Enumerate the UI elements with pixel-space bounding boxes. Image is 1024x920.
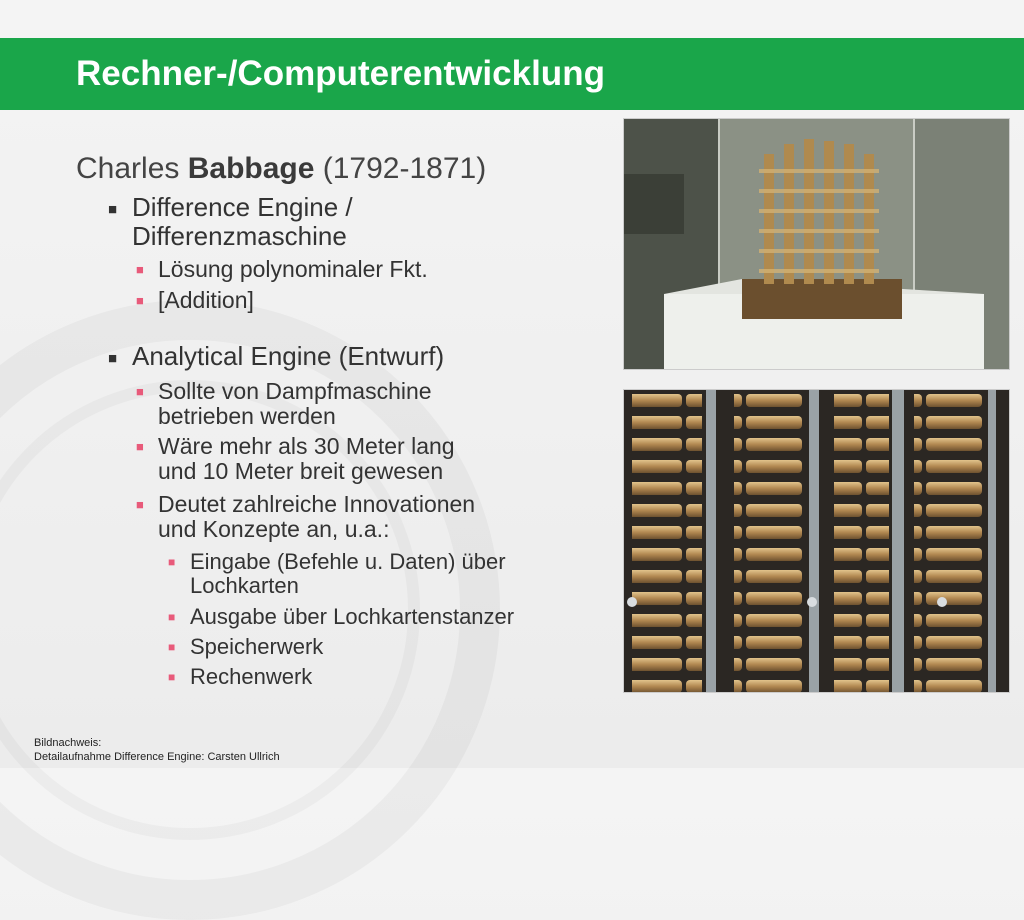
difference-engine-detail-photo	[623, 389, 1010, 693]
bullet-text: und Konzepte an, u.a.:	[158, 516, 390, 542]
difference-engine-photo	[623, 118, 1010, 370]
bullet-difference-engine	[108, 192, 353, 251]
bullet-text: Eingabe (Befehle u. Daten) über	[190, 549, 506, 574]
bullet-dampfmaschine	[136, 378, 432, 429]
square-bullet-icon: ■	[136, 439, 144, 454]
square-bullet-icon: ■	[108, 201, 118, 218]
bullet-rechenwerk	[168, 664, 313, 689]
bullet-text: Ausgabe über Lochkartenstanzer	[190, 604, 515, 629]
bullet-text: Deutet zahlreiche Innovationen	[158, 491, 476, 517]
bullet-text: und 10 Meter breit gewesen	[158, 458, 444, 484]
bullet-text: [Addition]	[158, 287, 254, 313]
square-bullet-icon: ■	[168, 555, 176, 569]
credits-label: Bildnachweis:	[34, 737, 102, 749]
bullet-ausgabe	[168, 604, 515, 629]
bullet-innovationen	[136, 491, 476, 542]
square-bullet-icon: ■	[168, 640, 176, 654]
bullet-text: Wäre mehr als 30 Meter lang	[158, 433, 455, 459]
bullet-analytical-engine	[108, 341, 445, 371]
bullet-text: Differenzmaschine	[132, 221, 347, 251]
difference-engine-illustration	[624, 119, 1009, 369]
heading-babbage	[76, 152, 486, 186]
bullet-text: Difference Engine /	[132, 192, 353, 222]
heading-name-bold: Babbage	[187, 152, 315, 185]
bullet-eingabe	[168, 549, 506, 598]
square-bullet-icon: ■	[136, 497, 144, 512]
bullet-text: Analytical Engine (Entwurf)	[132, 341, 445, 371]
square-bullet-icon: ■	[136, 384, 144, 399]
bullet-text: Lösung polynominaler Fkt.	[158, 256, 428, 282]
bullet-meter	[136, 433, 455, 484]
bullet-text: Sollte von Dampfmaschine	[158, 378, 432, 404]
credits-text: Detailaufnahme Difference Engine: Carsten Ullrich	[34, 751, 280, 763]
heading-name-prefix: Charles	[76, 152, 188, 185]
square-bullet-icon: ■	[108, 350, 118, 367]
slide-title: Rechner-/Computerentwicklung	[76, 54, 605, 93]
bullet-text: Lochkarten	[190, 573, 299, 598]
gear-columns-illustration	[624, 390, 1009, 692]
bullet-speicherwerk	[168, 634, 324, 659]
square-bullet-icon: ■	[136, 262, 144, 277]
bullet-loesung	[136, 256, 428, 282]
heading-years: (1792-1871)	[314, 152, 487, 185]
bullet-text: Rechenwerk	[190, 664, 313, 689]
bullet-text: betrieben werden	[158, 403, 336, 429]
bullet-addition	[136, 287, 254, 313]
bullet-text: Speicherwerk	[190, 634, 324, 659]
square-bullet-icon: ■	[136, 293, 144, 308]
square-bullet-icon: ■	[168, 670, 176, 684]
square-bullet-icon: ■	[168, 610, 176, 624]
image-credits	[34, 736, 280, 764]
